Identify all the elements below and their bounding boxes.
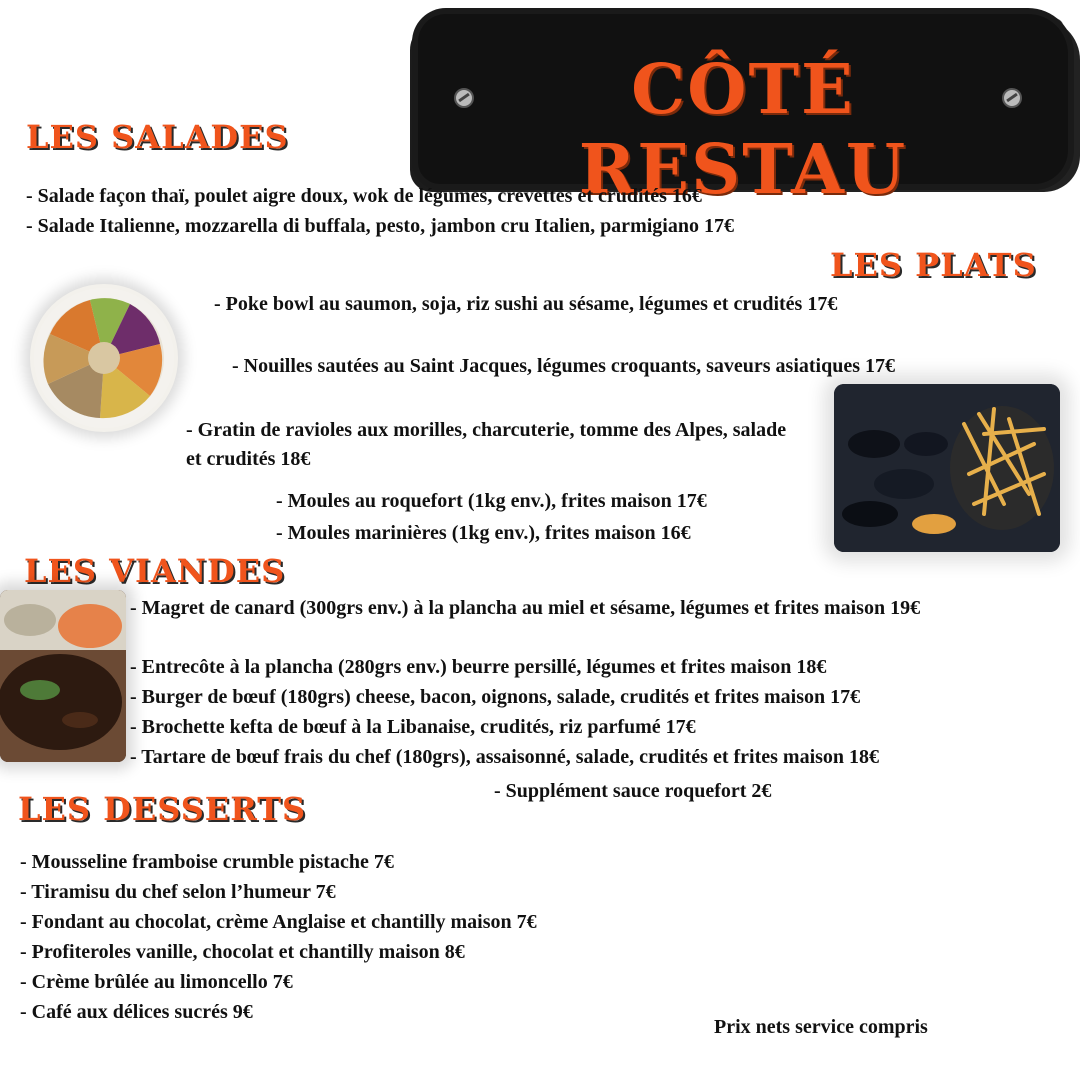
restaurant-title: CÔTÉ RESTAU xyxy=(578,50,908,210)
title-banner xyxy=(418,14,1068,210)
menu-item: - Moules au roquefort (1kg env.), frites maison 17€ xyxy=(276,490,707,512)
menu-item: - Crème brûlée au limoncello 7€ xyxy=(20,971,293,993)
section-heading-salades: LES SALADES xyxy=(26,118,289,156)
menu-item: - Poke bowl au saumon, soja, riz sushi au sésame, légumes et crudités 17€ xyxy=(214,293,838,315)
menu-item: - Brochette kefta de bœuf à la Libanaise, crudités, riz parfumé 17€ xyxy=(130,716,696,738)
menu-item: - Burger de bœuf (180grs) cheese, bacon, oignons, salade, crudités et frites maison 17€ xyxy=(130,686,861,708)
section-heading-viandes: LES VIANDES xyxy=(24,552,286,590)
menu-item: - Fondant au chocolat, crème Anglaise et chantilly maison 7€ xyxy=(20,911,537,933)
poke-bowl-photo xyxy=(30,284,178,432)
menu-item: - Nouilles sautées au Saint Jacques, légumes croquants, saveurs asiatiques 17€ xyxy=(232,355,896,377)
menu-item: - Gratin de ravioles aux morilles, charcuterie, tomme des Alpes, salade et crudités 18€ xyxy=(186,419,787,470)
menu-item: - Tartare de bœuf frais du chef (180grs), assaisonné, salade, crudités et frites maison 18€ xyxy=(130,746,880,768)
section-heading-desserts: LES DESSERTS xyxy=(18,790,307,828)
menu-item: - Café aux délices sucrés 9€ xyxy=(20,1001,253,1023)
section-heading-plats: LES PLATS xyxy=(830,246,1037,284)
menu-item: - Tiramisu du chef selon l’humeur 7€ xyxy=(20,881,336,903)
menu-item: - Salade façon thaï, poulet aigre doux, wok de légumes, crevettes et crudités 16€ xyxy=(26,185,702,207)
screw-icon xyxy=(454,88,474,108)
menu-item: - Entrecôte à la plancha (280grs env.) beurre persillé, légumes et frites maison 18€ xyxy=(130,656,827,678)
supplement-note: - Supplément sauce roquefort 2€ xyxy=(494,780,772,802)
menu-item: - Moules marinières (1kg env.), frites maison 16€ xyxy=(276,522,691,544)
meat-dish-photo xyxy=(0,590,126,762)
screw-icon xyxy=(1002,88,1022,108)
mussels-fries-photo xyxy=(834,384,1060,552)
menu-item: - Salade Italienne, mozzarella di buffala, pesto, jambon cru Italien, parmigiano 17€ xyxy=(26,215,734,237)
price-note: Prix nets service compris xyxy=(714,1016,928,1038)
menu-item: - Mousseline framboise crumble pistache 7€ xyxy=(20,851,394,873)
menu-item: - Profiteroles vanille, chocolat et chantilly maison 8€ xyxy=(20,941,465,963)
menu-item: - Magret de canard (300grs env.) à la plancha au miel et sésame, légumes et frites maison 19€ xyxy=(130,597,921,619)
